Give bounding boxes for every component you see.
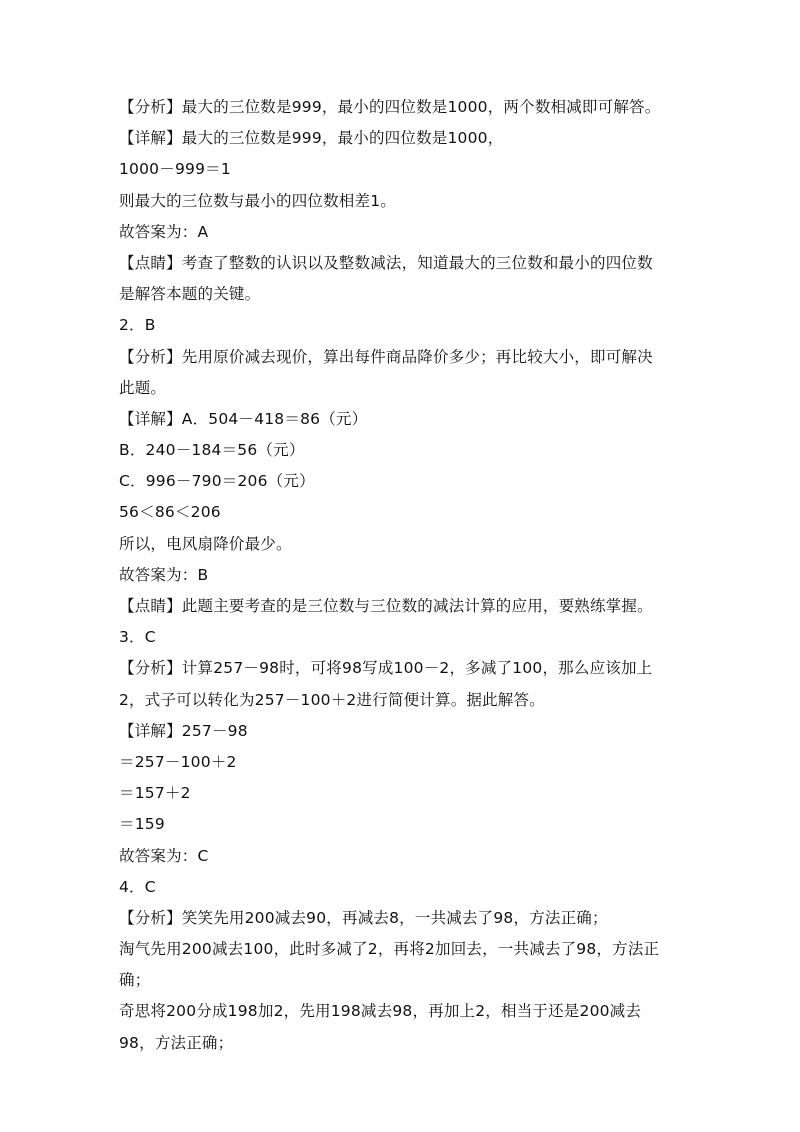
text-line: 【分析】笑笑先用200减去90，再减去8，一共减去了98，方法正确； [119, 908, 608, 927]
text-line: 所以，电风扇降价最少。 [119, 534, 292, 553]
question-number: 2．B [119, 316, 156, 335]
text-line: 【详解】257－98 [119, 721, 248, 740]
text-line: 【点睛】此题主要考查的是三位数与三位数的减法计算的应用，要熟练掌握。 [119, 597, 653, 615]
text-line: 淘气先用200减去100，此时多减了2，再将2加回去，一共减去了98，方法正 [119, 940, 660, 959]
text-line: 1000－999＝1 [119, 160, 231, 179]
text-line: 【点睛】考查了整数的认识以及整数减法，知道最大的三位数和最小的四位数 [119, 253, 653, 272]
answer-text-block [119, 92, 699, 1059]
text-line: 是解答本题的关键。 [119, 285, 261, 304]
text-line: C．996－790＝206（元） [119, 472, 315, 491]
text-line: 奇思将200分成198加2，先用198减去98，再加上2，相当于还是200减去 [119, 1002, 642, 1021]
text-line: 则最大的三位数与最小的四位数相差1。 [119, 191, 396, 210]
question-number: 4．C [119, 877, 156, 896]
text-line: 【分析】先用原价减去现价，算出每件商品降价多少；再比较大小，即可解决 [119, 347, 653, 366]
text-line: ＝257－100＋2 [119, 752, 237, 771]
text-line: B．240－184＝56（元） [119, 441, 305, 460]
text-line: 【详解】最大的三位数是999，最小的四位数是1000， [119, 129, 504, 148]
text-line: 故答案为：C [119, 846, 209, 865]
text-line: ＝157＋2 [119, 784, 191, 803]
question-number: 3．C [119, 628, 156, 647]
text-line: 确； [119, 971, 151, 990]
text-line: 此题。 [119, 378, 167, 397]
text-line: 2，式子可以转化为257－100＋2进行简便计算。据此解答。 [119, 690, 545, 709]
text-line: ＝159 [119, 815, 165, 834]
text-line: 故答案为：A [119, 222, 209, 241]
text-line: 故答案为：B [119, 565, 209, 584]
text-line: 【分析】最大的三位数是999，最小的四位数是1000，两个数相减即可解答。 [119, 98, 661, 116]
text-line: 98，方法正确； [119, 1033, 234, 1052]
text-line: 【详解】A．504－418＝86（元） [119, 409, 368, 428]
text-line: 56＜86＜206 [119, 503, 221, 522]
text-line: 【分析】计算257－98时，可将98写成100－2，多减了100，那么应该加上 [119, 659, 653, 678]
